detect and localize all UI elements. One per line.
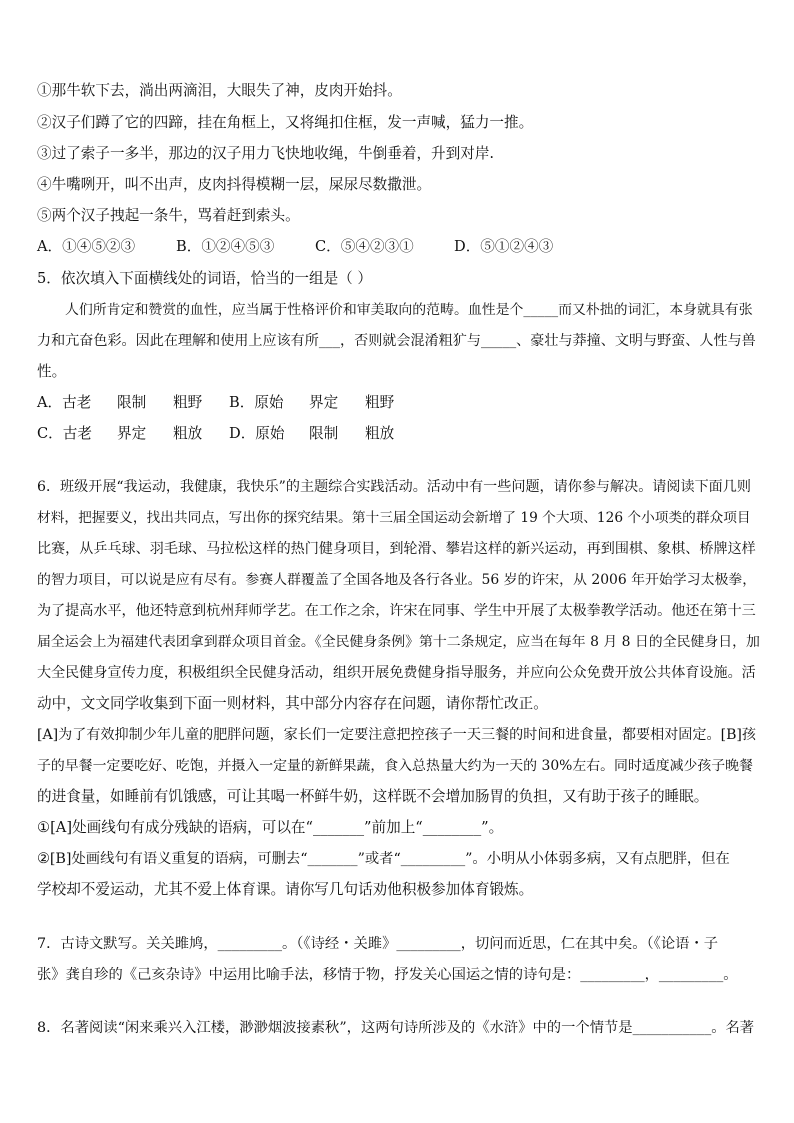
q5-option-a-word-3: 粗野 — [173, 394, 203, 411]
q5-option-d: D．原始 — [229, 425, 285, 442]
q5-passage-line-1: 人们所肯定和赞赏的血性，应当属于性格评价和审美取向的范畴。血性是个_____而又朴拙的词汇，本身就具有张 — [65, 302, 753, 318]
q4-item-3: ③过了索子一多半，那边的汉子用力飞快地收绳，牛倒垂着，升到对岸. — [37, 145, 495, 162]
q5-option-b: B．原始 — [229, 394, 284, 411]
q6-line-8: 动中，文文同学收集到下面一则材料，其中部分内容存在问题，请你帮忙改正。 — [37, 695, 548, 712]
q5-option-c-word-3: 粗放 — [173, 425, 203, 442]
q5-option-a-word-2: 限制 — [117, 394, 147, 411]
q6-line-7: 大全民健身宣传力度，积极组织全民健身活动，组织开展免费健身指导服务，并应向公众免费开放公共体育设施。活 — [37, 665, 756, 681]
q4-option-a: A．①④⑤②③ — [37, 238, 136, 255]
q6-line-1: 6．班级开展“我运动，我健康，我快乐”的主题综合实践活动。活动中有一些问题，请你参与解决。请阅读下面几则 — [37, 479, 751, 495]
q5-passage-line-2: 力和亢奋色彩。因此在理解和使用上应该有所___，否则就会混淆粗犷与_____、豪壮与莽撞、文明与野蛮、人性与兽 — [37, 333, 756, 349]
q6-line-5: 为了提高水平，他还特意到杭州拜师学艺。在工作之余，许宋在同事、学生中开展了太极拳教学活动。他还在第十三 — [37, 603, 756, 619]
q6-subq-2: ②[B]处画线句有语义重复的语病，可删去“_______”或者“_________”。小明从小体弱多病，又有点肥胖，但在 — [37, 851, 730, 867]
q6-material-c: 的进食量，如睡前有饥饿感，可让其喝一杯鲜牛奶，这样既不会增加肠胃的负担，又有助于孩子的睡眠。 — [37, 788, 709, 805]
q5-option-c: C．古老 — [37, 425, 92, 442]
q5-option-c-word-2: 界定 — [117, 425, 147, 442]
q4-option-d: D．⑤①②④③ — [454, 238, 554, 255]
q4-item-5: ⑤两个汉子拽起一条牛，骂着赶到索头。 — [37, 207, 300, 224]
q5-option-b-word-3: 粗野 — [365, 394, 395, 411]
q7-line-2: 张》龚自珍的《己亥杂诗》中运用比喻手法，移情于物，抒发关心国运之情的诗句是：_________，_________。 — [37, 967, 738, 983]
q6-line-2: 材料，把握要义，找出共同点，写出你的探究结果。第十三届全国运动会新增了 19 个大项、126 个小项类的群众项目 — [37, 510, 751, 526]
q5-option-d-word-2: 限制 — [309, 425, 339, 442]
q6-line-4: 的智力项目，可以说是应有尽有。参赛人群覆盖了全国各地及各行各业。56 岁的许宋，从 2006 年开始学习太极拳， — [37, 572, 757, 588]
q7-line-1: 7．古诗文默写。关关雎鸠，_________。（《诗经・关雎》_________，切问而近思，仁在其中矣。（《论语・子 — [37, 936, 719, 952]
q4-option-b: B．①②④⑤③ — [176, 238, 275, 255]
q5-stem: 5．依次填入下面横线处的词语，恰当的一组是（ ） — [37, 270, 372, 287]
q8-line-1: 8．名著阅读“闲来乘兴入江楼，渺渺烟波接素秋”，这两句诗所涉及的《水浒》中的一个情节是___________。名著 — [37, 1020, 755, 1036]
q6-subq-1: ①[A]处画线句有成分残缺的语病，可以在“_______”前加上“________”。 — [37, 819, 504, 836]
q6-line-6: 届全运会上为福建代表团拿到群众项目首金。《全民健身条例》第十二条规定，应当在每年 8 月 8 日的全民健身日，加 — [37, 634, 760, 650]
q5-option-b-word-2: 界定 — [309, 394, 339, 411]
q6-subq-2-cont: 学校却不爱运动，尤其不爱上体育课。请你写几句话劝他积极参加体育锻炼。 — [37, 881, 534, 898]
q6-material-b: 子的早餐一定要吃好、吃饱，并摄入一定量的新鲜果蔬，食入总热量大约为一天的 30%左右。同时适度减少孩子晚餐 — [37, 758, 753, 774]
q6-line-3: 比赛，从乒乓球、羽毛球、马拉松这样的热门健身项目，到轮滑、攀岩这样的新兴运动，再到围棋、象棋、桥牌这样 — [37, 541, 756, 557]
q4-item-2: ②汉子们蹲了它的四蹄，挂在角框上，又将绳扣住框，发一声喊，猛力一推。 — [37, 114, 534, 131]
q5-option-d-word-3: 粗放 — [365, 425, 395, 442]
q4-item-4: ④牛嘴咧开，叫不出声，皮肉抖得模糊一层，屎尿尽数撒泄。 — [37, 176, 432, 193]
q5-option-a: A．古老 — [37, 394, 92, 411]
q4-option-c: C．⑤④②③① — [315, 238, 414, 255]
q6-material-a: [A]为了有效抑制少年儿童的肥胖问题，家长们一定要注意把控孩子一天三餐的时间和进食量，都要相对固定。[B]孩 — [37, 727, 757, 743]
q5-passage-line-3: 性。 — [37, 363, 67, 380]
q4-item-1: ①那牛软下去，淌出两滴泪，大眼失了神，皮肉开始抖。 — [37, 82, 402, 99]
q4-options — [37, 237, 759, 257]
